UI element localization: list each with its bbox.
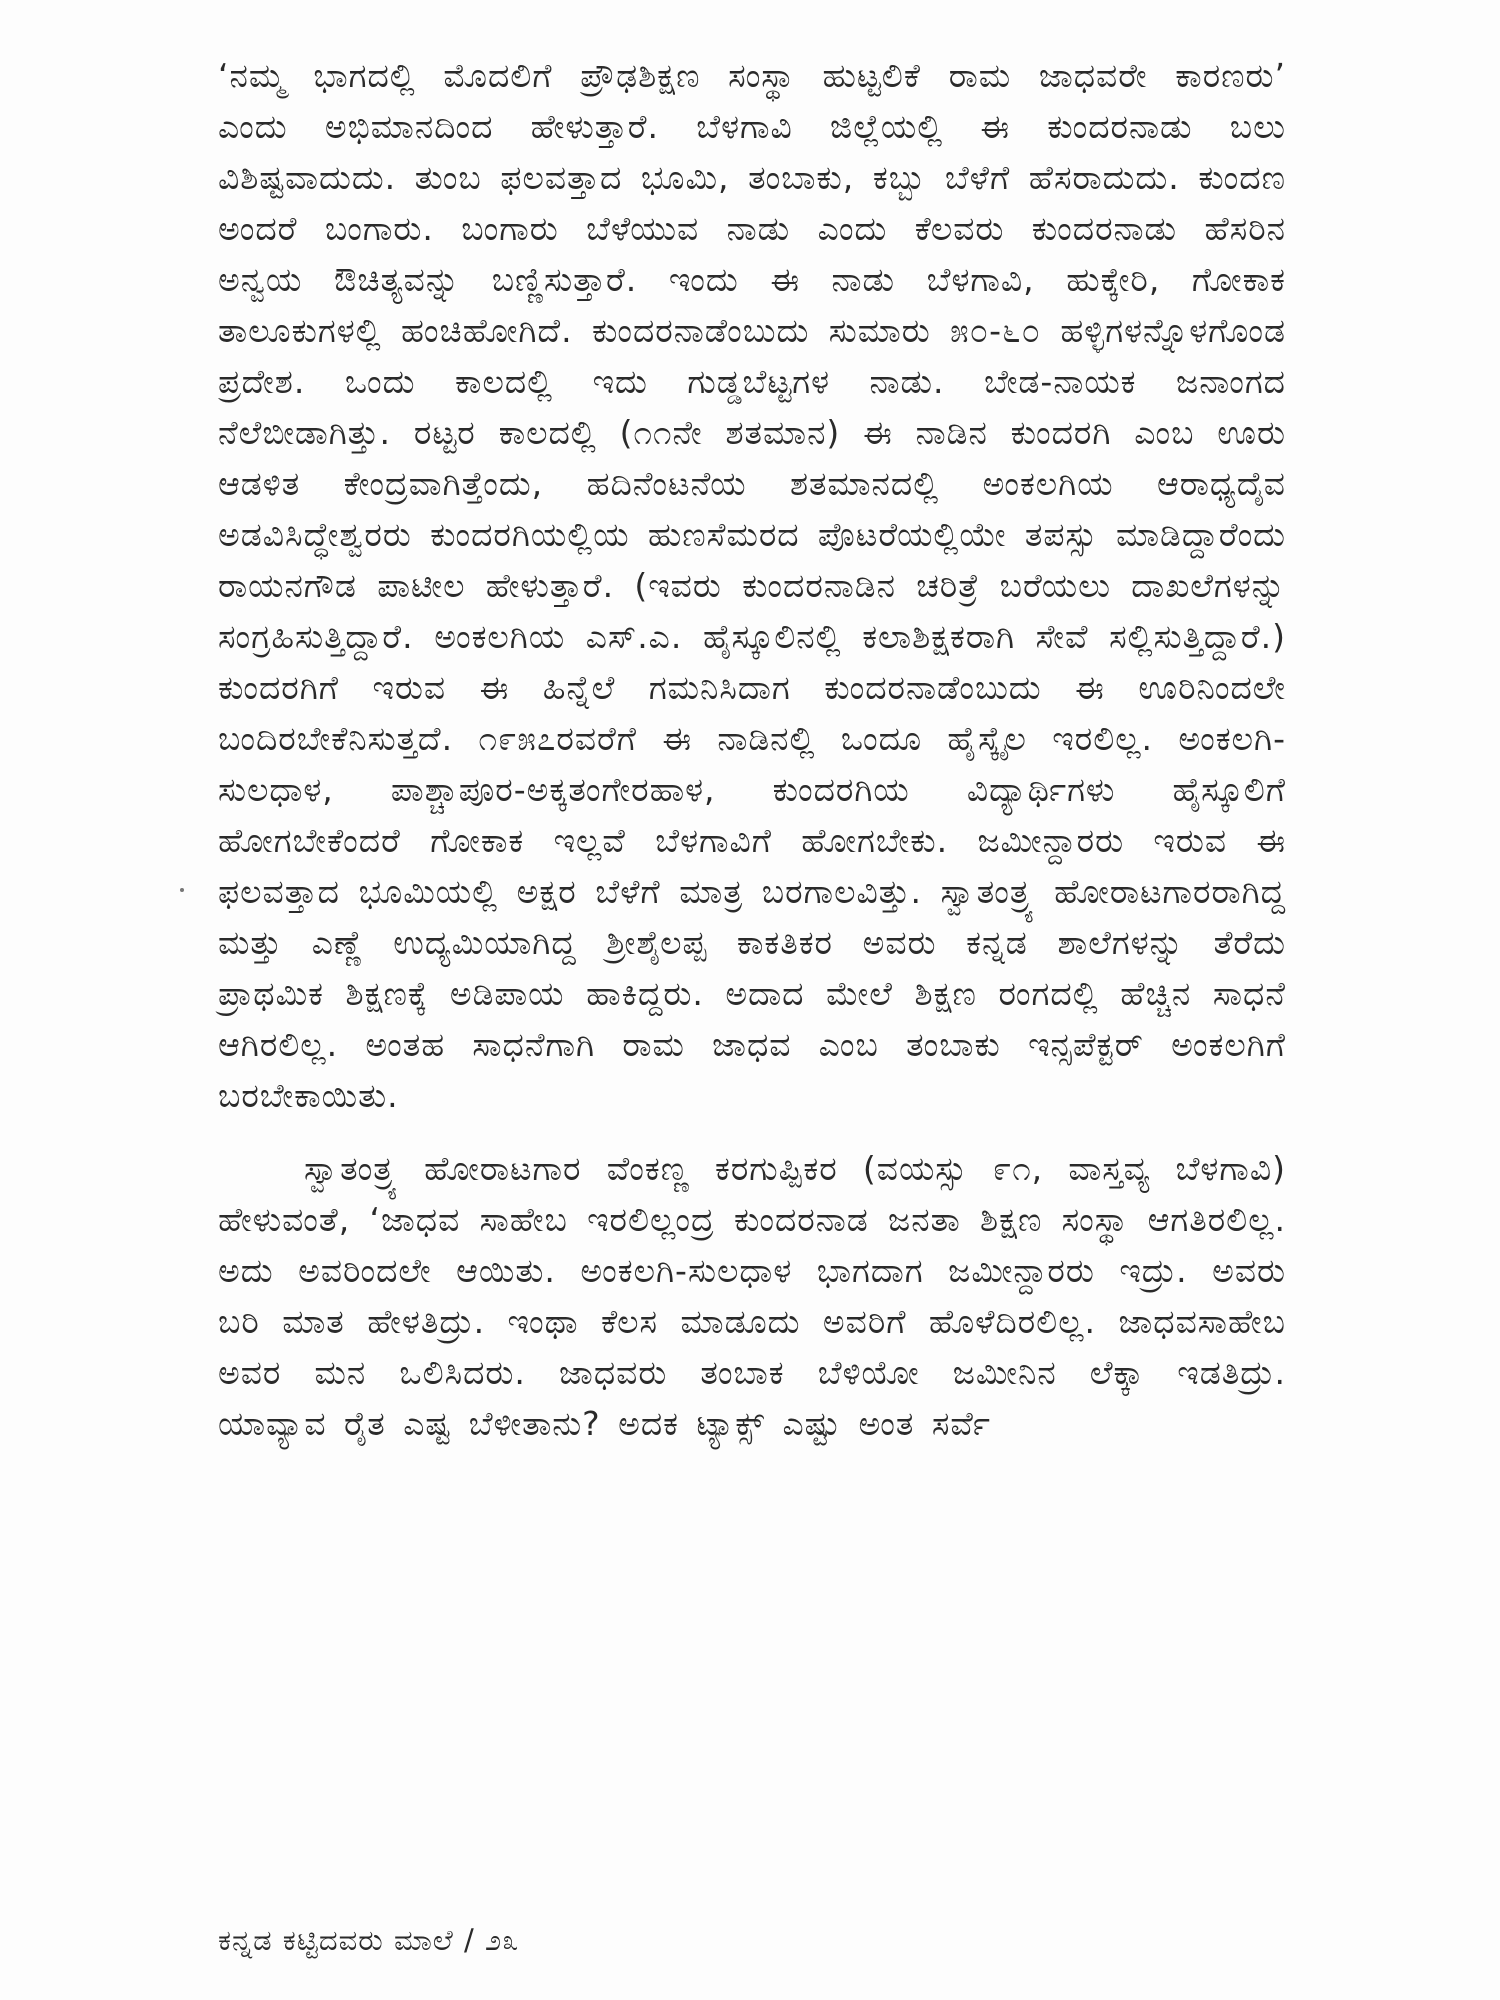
footer-separator: /: [463, 1923, 475, 1957]
paragraph-2: ಸ್ವಾತಂತ್ರ್ಯ ಹೋರಾಟಗಾರ ವೆಂಕಣ್ಣ ಕರಗುಪ್ಪಿಕರ (ವಯಸ್ಸು ೯೧, ವಾಸ್ತವ್ಯ ಬೆಳಗಾವಿ) ಹೇಳುವಂತೆ, ‘ಜಾಧವ ಸಾಹೇಬ ಇರಲಿಲ್ಲಂದ್ರ ಕುಂದರನಾಡ ಜನತಾ ಶಿಕ್ಷಣ ಸಂಸ್ಥಾ ಆಗತಿರಲಿಲ್ಲ. ಅದು ಅವರಿಂದಲೇ ಆಯಿತು. ಅಂಕಲಗಿ-ಸುಲಧಾಳ ಭಾಗದಾಗ ಜಮೀನ್ದಾರರು ಇದ್ರು. ಅವರು ಬರಿ ಮಾತ ಹೇಳತಿದ್ರು. ಇಂಥಾ ಕೆಲಸ ಮಾಡೂದು ಅವರಿಗೆ ಹೊಳೆದಿರಲಿಲ್ಲ. ಜಾಧವಸಾಹೇಬ ಅವರ ಮನ ಒಲಿಸಿದರು. ಜಾಧವರು ತಂಬಾಕ ಬೆಳಿಯೋ ಜಮೀನಿನ ಲೆಕ್ಕಾ ಇಡತಿದ್ರು. ಯಾವ್ಯಾವ ರೈತ ಎಷ್ಟ ಬೆಳೀತಾನು? ಅದಕ ಟ್ಯಾಕ್ಸ್ ಎಷ್ಟು ಅಂತ ಸರ್ವೆ: [218, 1149, 1286, 1443]
footer-book-title: ಕನ್ನಡ ಕಟ್ಟಿದವರು ಮಾಲೆ: [218, 1923, 454, 1957]
scan-speck: [180, 888, 184, 892]
footer-page-number: ೨೩: [484, 1923, 520, 1957]
body-text: [218, 50, 1286, 1449]
paragraph-1: ‘ನಮ್ಮ ಭಾಗದಲ್ಲಿ ಮೊದಲಿಗೆ ಪ್ರೌಢಶಿಕ್ಷಣ ಸಂಸ್ಥಾ ಹುಟ್ಟಲಿಕೆ ರಾಮ ಜಾಧವರೇ ಕಾರಣರು’ ಎಂದು ಅಭಿಮಾನದಿಂದ ಹೇಳುತ್ತಾರೆ. ಬೆಳಗಾವಿ ಜಿಲ್ಲೆಯಲ್ಲಿ ಈ ಕುಂದರನಾಡು ಬಲು ವಿಶಿಷ್ಟವಾದುದು. ತುಂಬ ಫಲವತ್ತಾದ ಭೂಮಿ, ತಂಬಾಕು, ಕಬ್ಬು ಬೆಳೆಗೆ ಹೆಸರಾದುದು. ಕುಂದಣ ಅಂದರೆ ಬಂಗಾರು. ಬಂಗಾರು ಬೆಳೆಯುವ ನಾಡು ಎಂದು ಕೆಲವರು ಕುಂದರನಾಡು ಹೆಸರಿನ ಅನ್ವಯ ಔಚಿತ್ಯವನ್ನು ಬಣ್ಣಿಸುತ್ತಾರೆ. ಇಂದು ಈ ನಾಡು ಬೆಳಗಾವಿ, ಹುಕ್ಕೇರಿ, ಗೋಕಾಕ ತಾಲೂಕುಗಳಲ್ಲಿ ಹಂಚಿಹೋಗಿದೆ. ಕುಂದರನಾಡೆಂಬುದು ಸುಮಾರು ೫೦-೬೦ ಹಳ್ಳಿಗಳನ್ನೊಳಗೊಂಡ ಪ್ರದೇಶ. ಒಂದು ಕಾಲದಲ್ಲಿ ಇದು ಗುಡ್ಡಬೆಟ್ಟಗಳ ನಾಡು. ಬೇಡ-ನಾಯಕ ಜನಾಂಗದ ನೆಲೆಬೀಡಾಗಿತ್ತು. ರಟ್ಟರ ಕಾಲದಲ್ಲಿ (೧೧ನೇ ಶತಮಾನ) ಈ ನಾಡಿನ ಕುಂದರಗಿ ಎಂಬ ಊರು ಆಡಳಿತ ಕೇಂದ್ರವಾಗಿತ್ತೆಂದು, ಹದಿನೆಂಟನೆಯ ಶತಮಾನದಲ್ಲಿ ಅಂಕಲಗಿಯ ಆರಾಧ್ಯದೈವ ಅಡವಿಸಿದ್ಧೇಶ್ವರರು ಕುಂದರಗಿಯಲ್ಲಿಯ ಹುಣಸೆಮರದ ಪೊಟರೆಯಲ್ಲಿಯೇ ತಪಸ್ಸು ಮಾಡಿದ್ದಾರೆಂದು ರಾಯನಗೌಡ ಪಾಟೀಲ ಹೇಳುತ್ತಾರೆ. (ಇವರು ಕುಂದರನಾಡಿನ ಚರಿತ್ರೆ ಬರೆಯಲು ದಾಖಲೆಗಳನ್ನು ಸಂಗ್ರಹಿಸುತ್ತಿದ್ದಾರೆ. ಅಂಕಲಗಿಯ ಎಸ್.ಎ. ಹೈಸ್ಕೂಲಿನಲ್ಲಿ ಕಲಾಶಿಕ್ಷಕರಾಗಿ ಸೇವೆ ಸಲ್ಲಿಸುತ್ತಿದ್ದಾರೆ.) ಕುಂದರಗಿಗೆ ಇರುವ ಈ ಹಿನ್ನೆಲೆ ಗಮನಿಸಿದಾಗ ಕುಂದರನಾಡೆಂಬುದು ಈ ಊರಿನಿಂದಲೇ ಬಂದಿರಬೇಕೆನಿಸುತ್ತದೆ. ೧೯೫೭ರವರೆಗೆ ಈ ನಾಡಿನಲ್ಲಿ ಒಂದೂ ಹೈಸ್ಕೈಲ ಇರಲಿಲ್ಲ. ಅಂಕಲಗಿ-ಸುಲಧಾಳ, ಪಾಶ್ಚಾಪೂರ-ಅಕ್ಕತಂಗೇರಹಾಳ, ಕುಂದರಗಿಯ ವಿದ್ಯಾರ್ಥಿಗಳು ಹೈಸ್ಕೂಲಿಗೆ ಹೋಗಬೇಕೆಂದರೆ ಗೋಕಾಕ ಇಲ್ಲವೆ ಬೆಳಗಾವಿಗೆ ಹೋಗಬೇಕು. ಜಮೀನ್ದಾರರು ಇರುವ ಈ ಫಲವತ್ತಾದ ಭೂಮಿಯಲ್ಲಿ ಅಕ್ಷರ ಬೆಳೆಗೆ ಮಾತ್ರ ಬರಗಾಲವಿತ್ತು. ಸ್ವಾತಂತ್ರ್ಯ ಹೋರಾಟಗಾರರಾಗಿದ್ದ ಮತ್ತು ಎಣ್ಣೆ ಉದ್ಯಮಿಯಾಗಿದ್ದ ಶ್ರೀಶೈಲಪ್ಪ ಕಾಕತಿಕರ ಅವರು ಕನ್ನಡ ಶಾಲೆಗಳನ್ನು ತೆರೆದು ಪ್ರಾಥಮಿಕ ಶಿಕ್ಷಣಕ್ಕೆ ಅಡಿಪಾಯ ಹಾಕಿದ್ದರು. ಅದಾದ ಮೇಲೆ ಶಿಕ್ಷಣ ರಂಗದಲ್ಲಿ ಹೆಚ್ಚಿನ ಸಾಧನೆ ಆಗಿರಲಿಲ್ಲ. ಅಂತಹ ಸಾಧನೆಗಾಗಿ ರಾಮ ಜಾಧವ ಎಂಬ ತಂಬಾಕು ಇನ್ಸಪೆಕ್ಟರ್ ಅಂಕಲಗಿಗೆ ಬರಬೇಕಾಯಿತು.: [218, 56, 1286, 1115]
page-footer: [218, 1920, 519, 1960]
